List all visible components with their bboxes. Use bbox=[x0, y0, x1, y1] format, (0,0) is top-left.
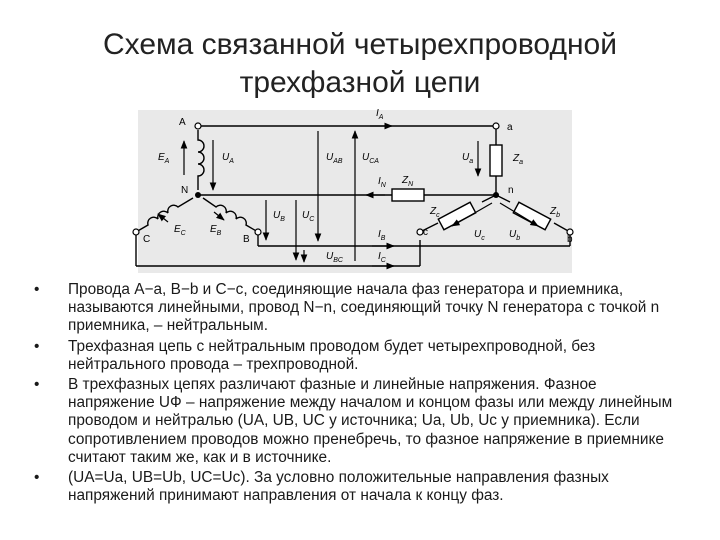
label-u-a: $U_a$ bbox=[462, 152, 474, 165]
label-node-a: a bbox=[507, 122, 513, 133]
bullet-item bbox=[34, 376, 686, 467]
terminal-B bbox=[255, 229, 261, 235]
label-node-C: C bbox=[143, 234, 151, 245]
label-u-b: $U_b$ bbox=[509, 229, 521, 242]
bullet-glyph: • bbox=[34, 376, 40, 394]
label-zc: $Z_c$ bbox=[430, 206, 440, 219]
label-uab: $U_{AB}$ bbox=[326, 152, 343, 165]
impedance-zn bbox=[392, 189, 424, 201]
label-ea: $E_A$ bbox=[158, 152, 170, 165]
bullet-item bbox=[34, 469, 686, 505]
bullet-item bbox=[34, 281, 686, 336]
terminal-C bbox=[133, 229, 139, 235]
label-ec: $E_C$ bbox=[174, 224, 186, 237]
terminal-A bbox=[195, 123, 201, 129]
impedance-za bbox=[490, 145, 502, 176]
label-uc: $U_C$ bbox=[302, 210, 315, 223]
label-node-N: N bbox=[181, 185, 189, 196]
label-node-B: B bbox=[243, 234, 250, 245]
label-ia: $I_A$ bbox=[376, 108, 384, 121]
terminal-a bbox=[493, 123, 499, 129]
label-node-c: c bbox=[423, 227, 428, 238]
label-eb: $E_B$ bbox=[210, 224, 222, 237]
slide-title-line-1: Схема связанной четырехпроводной bbox=[103, 28, 617, 61]
label-ubc: $U_{BC}$ bbox=[326, 251, 343, 264]
bullet-text: Провода A−a, B−b и C−c, соединяющие начала фаз генератора и приемника, называются линейными, провод N−n, соединяющий точку N генератора с точкой n приемника, – нейтральным. bbox=[68, 281, 660, 335]
node-n bbox=[493, 192, 499, 198]
label-u-c: $U_c$ bbox=[474, 229, 485, 242]
label-ua: $U_A$ bbox=[222, 152, 234, 165]
label-zb: $Z_b$ bbox=[550, 206, 561, 219]
slide-title-line-2: трехфазной цепи bbox=[239, 66, 481, 99]
bullet-text: Трехфазная цепь с нейтральным проводом будет четырехпроводной, без нейтрального провода – трехпроводной. bbox=[68, 337, 596, 373]
bullet-text: В трехфазных цепях различают фазные и линейные напряжения. Фазное напряжение UФ – напряжение между началом и концом фазы или между линейным проводом и нейтралью (UA, UB, UC у источника; Ua, Ub, Uc у приемника). Если сопротивлением проводов можно пренебречь, то фазное напряжение в приемнике считают таким же, как и в источнике. bbox=[68, 376, 673, 466]
label-node-n: n bbox=[508, 185, 514, 196]
label-za: $Z_a$ bbox=[513, 153, 524, 166]
bullet-glyph: • bbox=[34, 281, 40, 298]
label-in: $I_N$ bbox=[378, 176, 386, 189]
bullet-glyph: • bbox=[34, 337, 40, 355]
bullet-list bbox=[34, 281, 686, 507]
label-uca: $U_{CA}$ bbox=[362, 152, 379, 165]
label-zn: $Z_N$ bbox=[402, 175, 414, 188]
label-ic: $I_C$ bbox=[378, 251, 386, 264]
bullet-text: (UA=Ua, UB=Ub, UC=Uc). За условно положительные направления фазных напряжений принимают направления от начала к концу фаз. bbox=[68, 469, 609, 505]
bullet-item bbox=[34, 338, 686, 374]
label-node-b: b bbox=[567, 234, 573, 245]
label-ub: $U_B$ bbox=[273, 210, 285, 223]
node-N bbox=[195, 192, 201, 198]
label-ib: $I_B$ bbox=[378, 229, 386, 242]
bullet-glyph: • bbox=[34, 469, 40, 487]
label-node-A: A bbox=[179, 117, 186, 128]
